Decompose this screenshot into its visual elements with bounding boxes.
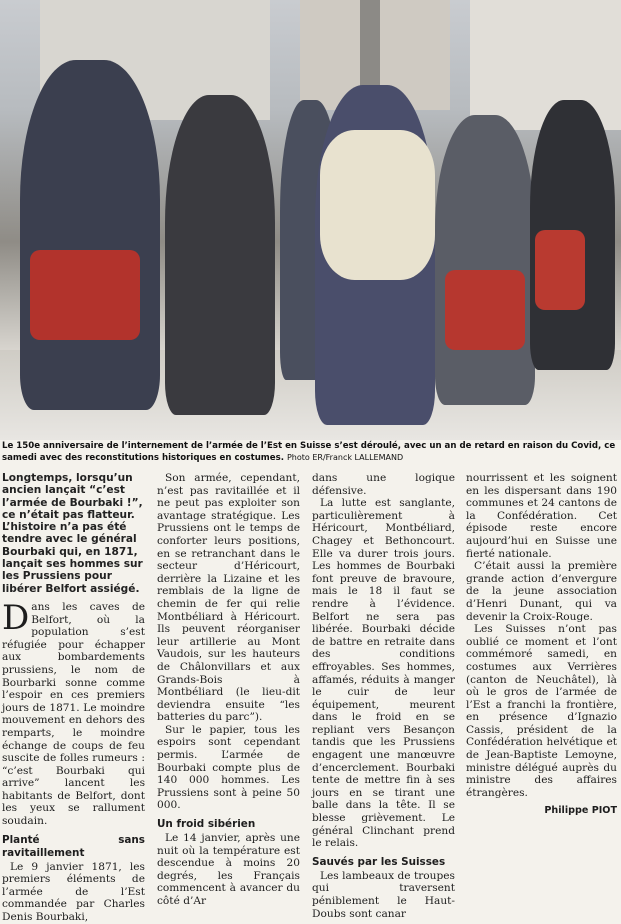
photo-caption [2, 441, 619, 464]
news-photo [0, 0, 621, 440]
article-paragraph: Le 14 janvier, après une nuit où la température est descendue à moins 20 degrés, les Français commencent à avancer du côté d’Ar [157, 832, 300, 907]
column-4 [466, 472, 617, 818]
photo-credit: Photo ER/Franck LALLEMAND [286, 453, 404, 462]
article-paragraph: Dans les caves de Belfort, où la population s’est réfugiée pour échapper aux bombardements prussiens, le nom de Bourbarki sonne comme l’espoir en ces premiers jours de 1871. Le moindre mouvement en dehors des remparts, le moindre échange de coups de feu suscite de folles rumeurs : “c’est Bourbaki qui arrive” lancent les habitants de Belfort, dont les yeux se rallument soudain. [2, 597, 145, 828]
article-paragraph: Son armée, cependant, n’est pas ravitaillée et il ne peut pas exploiter son avantage stratégique. Les Prussiens ont le temps de conforter leurs positions, en se retranchant dans le secteur d’Héricourt, derrière la Lizaine et les remblais de la ligne de chemin de fer qui relie Montbéliard à Héricourt. Ils peuvent réorganiser leur artillerie au Mont Vaudois, sur les hauteurs de Châlonvillars et aux Grands-Bois à Montbéliard (le lieu-dit deviendra ensuite “les batteries du parc”). [157, 472, 300, 724]
caption-text: Le 150e anniversaire de l’internement de l’armée de l’Est en Suisse s’est déroulé, avec un an de retard en raison du Covid, ce samedi avec des reconstitutions historiques en costumes. [2, 441, 616, 463]
author-signature: Philippe PIOT [544, 805, 617, 817]
article-paragraph: dans une logique défensive. [312, 472, 455, 497]
column-2 [157, 472, 300, 908]
column-3 [312, 472, 455, 920]
article-paragraph: Sur le papier, tous les espoirs sont cependant permis. L’armée de Bourbaki compte plus de 140 000 hommes. Les Prussiens sont à peine 50 000. [157, 723, 300, 812]
article-paragraph: nourrissent et les soignent en les dispersant dans 190 communes et 24 cantons de la Confédération. Cet épisode reste encore aujourd’hui en Suisse une fierté nationale. [466, 472, 617, 560]
subheading: Un froid sibérien [157, 818, 256, 831]
column-1 [2, 472, 145, 924]
article-paragraph: Les lambeaux de troupes qui traversent péniblement le Haut-Doubs sont canar [312, 869, 455, 920]
article-paragraph: La lutte est sanglante, particulièrement à Héricourt, Montbéliard, Chagey et Bethoncourt. Elle va durer trois jours. Les hommes de Bourbaki font preuve de bravoure, mais le 18 il faut se rendre à l’évidence. Belfort ne sera pas libérée. Bourbaki décide de battre en retraite dans des conditions effroyables. Ses hommes, affamés, réduits à manger le cuir de leur équipement, meurent dans le froid en se repliant vers Besançon tandis que les Prussiens engagent une manœuvre d’encerclement. Bourbaki tente de mettre fin à ses jours en se tirant une balle dans la tête. Il se blesse grièvement. Le général Clinchant prend le relais. [312, 497, 455, 850]
subheading: Sauvés par les Suisses [312, 855, 446, 868]
article-paragraph: Le 9 janvier 1871, les premiers éléments de l’armée de l’Est commandée par Charles Denis Bourbaki, [2, 860, 145, 924]
subheading: Planté sans ravitaillement [2, 833, 145, 859]
article-lede: Longtemps, lorsqu’un ancien lançait “c’est l’armée de Bourbaki !”, ce n’était pas flatteur. L’histoire n’a pas été tendre avec le général Bourbaki qui, en 1871, lançait ses hommes sur les Prussiens pour libérer Belfort assiégé. [2, 472, 143, 595]
article-paragraph: Les Suisses n’ont pas oublié ce moment et l’ont commémoré samedi, en costumes aux Verrières (canton de Neuchâtel), là où le gros de l’armée de l’Est a franchi la frontière, en présence d’Ignazio Cassis, président de la Confédération helvétique et de Jean-Baptiste Lemoyne, ministre délégué auprès du ministre des affaires étrangères. [466, 623, 617, 799]
drop-cap: D [2, 597, 30, 638]
article-paragraph: C’était aussi la première grande action d’envergure de la jeune association d’Henri Dunant, qui va devenir la Croix-Rouge. [466, 560, 617, 623]
